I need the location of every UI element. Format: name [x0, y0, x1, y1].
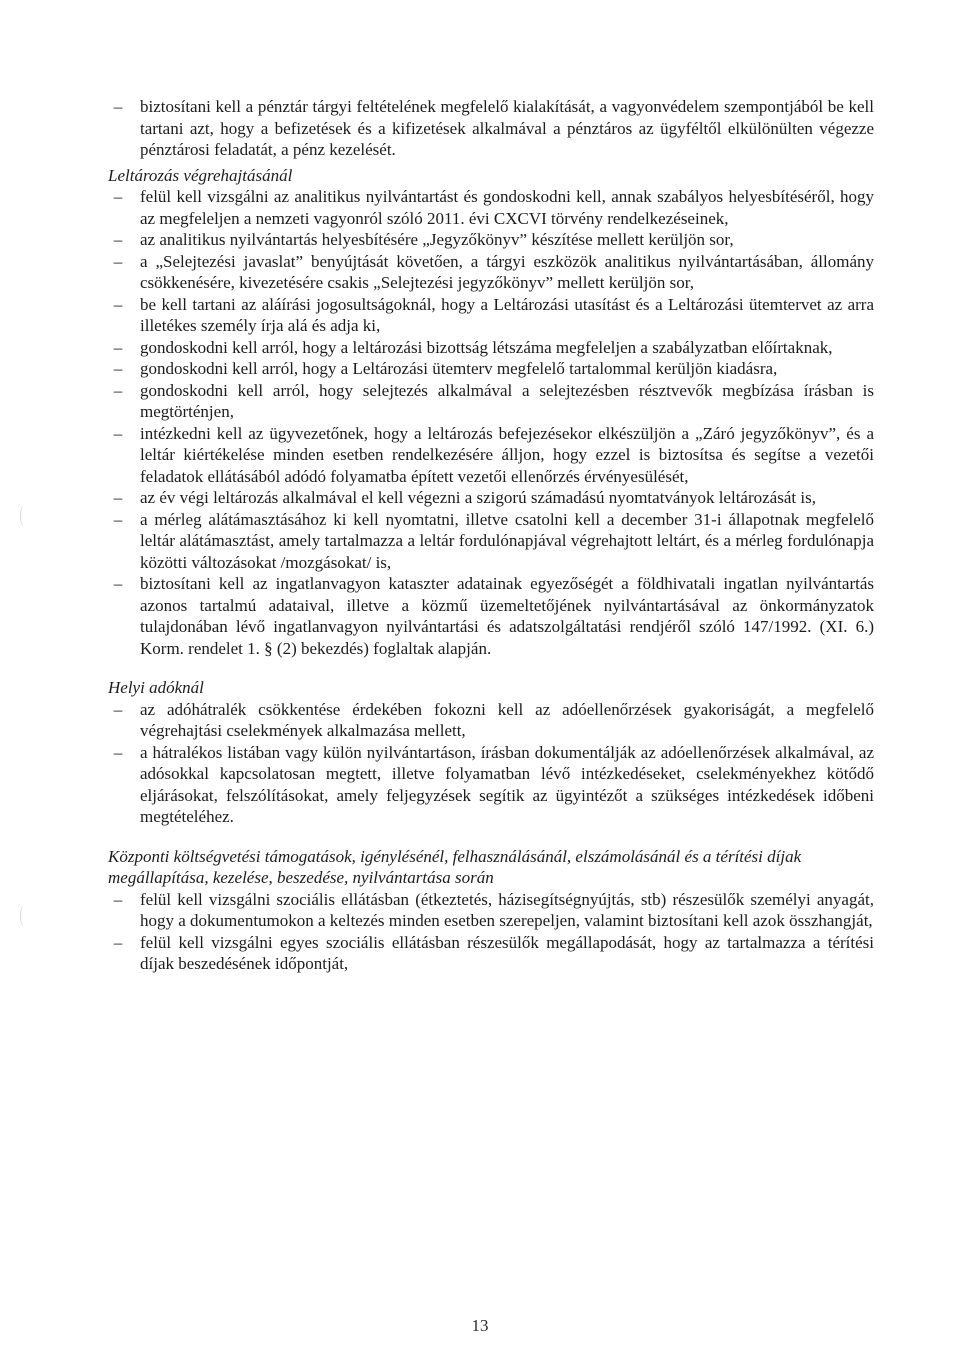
- dash-bullet: –: [113, 251, 123, 271]
- list-item-text: az analitikus nyilvántartás helyesbítésére „Jegyzőkönyv” készítése mellett kerüljön sor,: [140, 230, 734, 249]
- list-item-text: gondoskodni kell arról, hogy a Leltározási ütemterv megfelelő tartalommal kerüljön kiadásra,: [140, 359, 778, 378]
- list-item-text: az év végi leltározás alkalmával el kell végezni a szigorú számadású nyomtatványok leltározását is,: [140, 488, 816, 507]
- list-item: [108, 932, 874, 975]
- list-item: [108, 509, 874, 574]
- dash-bullet: –: [113, 509, 123, 529]
- list-item-text: a „Selejtezési javaslat” benyújtását követően, a tárgyi eszközök analitikus nyilvántartásában, állomány csökkenésére, kivezetésére csakis „Selejtezési jegyzőkönyv” mellett kerüljön sor,: [140, 251, 874, 292]
- list-item-text: felül kell vizsgálni szociális ellátásban (étkeztetés, házisegítségnyújtás, stb) részesülők személyi anyagát, hogy a dokumentumokon a keltezés minden esetben szerepeljen, valamint biztosítani kell azok összhangját,: [140, 889, 874, 930]
- list-item-text: gondoskodni kell arról, hogy selejtezés alkalmával a selejtezésben résztvevők megbízása írásban is megtörténjen,: [140, 380, 874, 421]
- dash-bullet: –: [113, 932, 123, 952]
- list-item-text: intézkedni kell az ügyvezetőnek, hogy a leltározás befejezésekor elkészüljön a „Záró jegyzőkönyv”, és a leltár kiértékelése minden esetben rendelkezésére álljon, hogy ezzel is biztosítsa és segítse a vezetői feladatok ellátásából adódó folyamatba épített vezetői ellenőrzés érvényesülését,: [140, 423, 874, 486]
- dash-bullet: –: [113, 380, 123, 400]
- dash-bullet: –: [113, 574, 123, 593]
- scan-margin-mark: [20, 505, 29, 527]
- dash-bullet: –: [113, 294, 123, 314]
- list-item-text: biztosítani kell a pénztár tárgyi feltételének megfelelő kialakítását, a vagyonvédelem szempontjából be kell tartani azt, hogy a befizetések és a kifizetések alkalmával a pénztáros az ügyféltől elkülönülten végezze pénztárosi feladatát, a pénz kezelését.: [140, 97, 874, 159]
- list-item-text: be kell tartani az aláírási jogosultságoknál, hogy a Leltározási utasítást és a Leltározási ütemtervet az arra illetékes személy írja alá és adja ki,: [140, 294, 874, 335]
- dash-bullet: –: [113, 423, 123, 443]
- list-item-text: a hátralékos listában vagy külön nyilvántartáson, írásban dokumentálják az adóellenőrzések alkalmával, az adósokkal kapcsolatosan megtett, illetve folyamatban lévő intézkedéseket, cselekményekhez kötődő eljárásokat, felszólításokat, amely feljegyzések segítik az ügyintézőt a szükséges intézkedések időbeni megtételéhez.: [140, 742, 874, 826]
- scan-margin-mark: [20, 905, 29, 927]
- list-item: [108, 294, 874, 337]
- list-item: [108, 358, 874, 380]
- dash-bullet: –: [113, 187, 123, 206]
- list-item: [108, 742, 874, 828]
- list-item-text: gondoskodni kell arról, hogy a leltározási bizottság létszáma megfeleljen a szabályzatban előírtaknak,: [140, 337, 833, 357]
- section-heading-kozponti-tamogatasok: Központi költségvetési támogatások, igénylésénél, felhasználásánál, elszámolásánál és a térítési díjak megállapítása, kezelése, beszedése, nyilvántartása során: [108, 846, 802, 887]
- dash-bullet: –: [113, 337, 123, 357]
- list-item-text: a mérleg alátámasztásához ki kell nyomtatni, illetve csatolni kell a december 31-i állapotnak megfelelő leltár alátámasztást, amely tartalmazza a leltár fordulónapjával végrehajtott leltárt, és a mérleg fordulónapja közötti változásokat /mozgásokat/ is,: [140, 509, 874, 572]
- section-heading-helyi-adok: Helyi adóknál: [108, 678, 204, 697]
- list-item: [108, 699, 874, 742]
- list-item-text: felül kell vizsgálni egyes szociális ellátásban részesülők megállapodását, hogy az tartalmazza a térítési díjak beszedésének időpontját,: [140, 932, 874, 973]
- list-item: [108, 229, 874, 251]
- list-item: [108, 186, 874, 229]
- dash-bullet: –: [113, 699, 123, 719]
- list-item: [108, 380, 874, 423]
- dash-bullet: –: [113, 97, 123, 116]
- list-item: [108, 96, 874, 161]
- list-item: [108, 487, 874, 509]
- dash-bullet: –: [113, 889, 123, 909]
- page-body: [108, 96, 874, 975]
- list-item: [108, 889, 874, 932]
- list-item: [108, 337, 874, 359]
- list-item: [108, 251, 874, 294]
- list-item-text: az adóhátralék csökkentése érdekében fokozni kell az adóellenőrzések gyakoriságát, a megfelelő végrehajtási cselekmények alkalmazása mellett,: [140, 699, 874, 740]
- dash-bullet: –: [113, 488, 123, 507]
- dash-bullet: –: [113, 359, 123, 378]
- list-item-text: felül kell vizsgálni az analitikus nyilvántartást és gondoskodni kell, annak szabályos helyesbítéséről, hogy az megfeleljen a nemzeti vagyonról szóló 2011. évi CXCVI törvény rendelkezéseinek,: [140, 187, 874, 228]
- list-item: [108, 423, 874, 488]
- list-item-text: biztosítani kell az ingatlanvagyon kataszter adatainak egyezőségét a földhivatali ingatlan nyilvántartás azonos tartalmú adataival, illetve a közmű üzemeltetőjének nyilvántartásával az önkormányzatok tulajdonában lévő ingatlanvagyon nyilvántartási és adatszolgáltatási rendjéről szóló 147/1992. (XI. 6.) Korm. rendelet 1. § (2) bekezdés) foglaltak alapján.: [140, 574, 874, 658]
- section-heading-leltarozas: Leltározás végrehajtásánál: [108, 165, 293, 185]
- dash-bullet: –: [113, 742, 123, 762]
- list-item: [108, 573, 874, 659]
- dash-bullet: –: [113, 230, 123, 249]
- page-number: 13: [471, 1316, 489, 1335]
